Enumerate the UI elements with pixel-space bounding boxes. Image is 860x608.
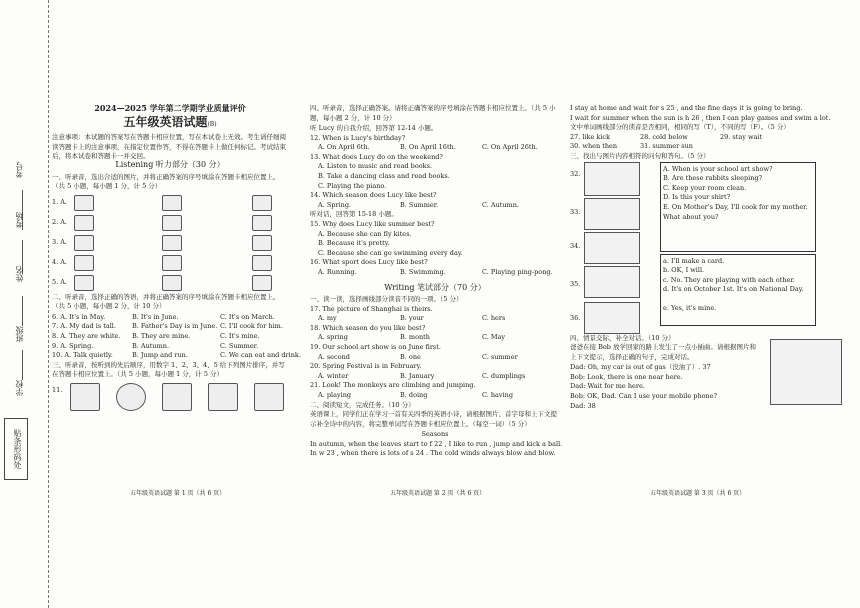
q16-opts	[310, 268, 560, 278]
phonics-row-1	[570, 133, 850, 143]
dialog-line-2: Bob: Look, there is one near here.	[570, 372, 683, 381]
q19-b: B. one	[400, 352, 421, 361]
listening-s4: 四、听录音，选择正确答案。请将正确答案的序号填涂在答题卡相应位置上。（共 5 小题，每小题 2 分，计 10 分）	[310, 104, 556, 122]
picture-icon	[254, 383, 284, 411]
dialog	[570, 363, 850, 411]
q7-row	[52, 322, 288, 332]
bind-line	[22, 350, 23, 380]
box1-e: E. On Mother's Day, I'll cook for my mother. What about you?	[663, 202, 808, 221]
q14-c: C. Autumn.	[482, 200, 519, 209]
poem-title: Seasons	[421, 430, 449, 439]
box2-c: c. No. They are playing with each other.	[663, 275, 795, 284]
dialog-line-5: Dad: 38	[570, 401, 596, 410]
q6-c: C. It's on March.	[220, 312, 275, 321]
q18-c: C. May	[482, 333, 506, 342]
q14-opts	[310, 201, 560, 211]
q7-b: B. Father's Day is in June.	[132, 322, 218, 331]
q6-a: 6. A. It's in May.	[52, 312, 106, 321]
q16: 16. What sport does Lucy like best?	[310, 258, 428, 267]
picture-icon	[74, 215, 94, 231]
match-section	[570, 162, 850, 334]
q12: 12. When is Lucy's birthday?	[310, 133, 406, 142]
bind-label-banji: 班级	[15, 326, 24, 342]
exam-title-text: 五年级英语试题	[123, 114, 208, 129]
q5-label: 5. A.	[52, 277, 68, 286]
picture-icon	[162, 215, 182, 231]
q13-c: C. Playing the piano.	[318, 181, 387, 190]
listening-heading: Listening 听力部分（30 分）	[115, 160, 225, 170]
scene-picture-icon	[584, 232, 640, 264]
q27: 27. like kick	[570, 132, 611, 141]
q7-a: 7. A. My dad is tall.	[52, 322, 116, 331]
q10-c: C. We can eat and drink.	[220, 351, 301, 360]
q15: 15. Why does Lucy like summer best?	[310, 219, 435, 228]
picture-icon	[252, 255, 272, 271]
q21-c: C. having	[482, 391, 514, 400]
phonics-row-2	[570, 142, 850, 152]
writing-s4-desc: 爸爸在接 Bob 放学回家的路上发生了一点小插曲。请根据图片和上下文提示，选择正确的句子，完成对话。	[570, 343, 756, 361]
writing-s1: 一、读一读，选择画线部分读音不同的一项。（5 分）	[310, 295, 463, 304]
question-box	[660, 162, 816, 252]
picture-icon	[162, 383, 192, 411]
q16-b: B. Swimming.	[400, 267, 446, 276]
q17-c: C. hers	[482, 314, 506, 323]
q12-opts	[310, 143, 560, 153]
q14-b: B. Summer.	[400, 200, 439, 209]
q20-c: C. dumplings	[482, 371, 526, 380]
box1-d: D. Is this your shirt?	[663, 193, 731, 202]
dialog-line-4: Bob: OK, Dad. Can I use your mobile phone?	[570, 391, 718, 400]
q15-a: A. Because she can fly kites.	[318, 229, 412, 238]
writing-s2b: 文中单词画线部分的读音是否相同，相同的写（T），不同的写（F）。（5 分）	[570, 123, 790, 132]
picture-icon	[70, 383, 100, 411]
q3-label: 3. A.	[52, 237, 68, 246]
picture-icon	[252, 215, 272, 231]
q19-a: A. second	[318, 352, 350, 361]
poem-line-1: In autumn, when the leaves start to f 22 , I like to run , jump and kick a ball.	[310, 439, 563, 448]
picture-icon	[116, 383, 146, 411]
q17: 17. The picture of Shanghai is theirs.	[310, 304, 433, 313]
q32-label: 32.	[570, 169, 581, 178]
q17-b: B. your	[400, 314, 424, 323]
scene-picture-icon	[584, 198, 640, 230]
q20-a: A. winter	[318, 371, 349, 380]
term-title: 2024—2025 学年第二学期学业质量评价	[94, 103, 246, 113]
q16-a: A. Running.	[318, 267, 357, 276]
box1-b: B. Are these rabbits sleeping?	[663, 174, 763, 183]
footer-page-1: 五年级英语试题 第 1 页（共 6 页）	[130, 490, 226, 497]
q18-opts	[310, 333, 560, 343]
q10-a: 10. A. Talk quietly.	[52, 351, 113, 360]
q1-label: 1. A.	[52, 197, 68, 206]
writing-s4: 四、情景交际，补全对话。（10 分）	[570, 333, 675, 342]
q13-a: A. Listen to music and read books.	[318, 162, 433, 171]
q15-c: C. Because she can go swimming every day.	[318, 248, 463, 257]
picture-icon	[252, 195, 272, 211]
q8-a: 8. A. They are white.	[52, 331, 121, 340]
listening-s1: 一、听录音，选出合适的图片，并将正确答案的序号填涂在答题卡相应位置上。（共 5 小题，每小题 1 分，计 5 分）	[52, 172, 280, 191]
q28: 28. cold below	[640, 132, 688, 141]
bind-label-kaohao: 考号	[15, 162, 24, 178]
q12-b: B. On April 16th.	[400, 143, 456, 152]
q4-label: 4. A.	[52, 257, 68, 266]
box1-c: C. Keep your room clean.	[663, 183, 747, 192]
picture-icon	[74, 275, 94, 291]
scene-picture-icon	[584, 302, 640, 334]
picture-icon	[162, 235, 182, 251]
q31: 31. summer sun	[640, 142, 693, 151]
q11-label: 11.	[52, 385, 63, 394]
listening-s2: 二、听录音，选择正确的答语，并将正确答案的序号填涂在答题卡相应位置上。（共 5 小题，每小题 2 分，计 10 分）	[52, 292, 280, 311]
q14: 14. Which season does Lucy like best?	[310, 191, 437, 200]
listening-s3: 三、听录音，按听到的先后顺序，用数字 1、2、3、4、5 给下列图片排序，并写在答题卡相应位置上。（共 5 小题，每小题 1 分，计 5 分）	[52, 360, 285, 379]
picture-icon	[162, 255, 182, 271]
bind-label-xuexiao: 学校	[15, 380, 24, 396]
pic-row-2	[52, 213, 288, 233]
q12-c: C. On April 26th.	[482, 143, 538, 152]
q8-row	[52, 332, 288, 342]
q13: 13. What does Lucy do on the weekend?	[310, 152, 443, 161]
listening-s4-sub1: 听 Lucy 的自我介绍，回答第 12-14 小题。	[310, 124, 438, 132]
q17-a: A. my	[318, 314, 337, 323]
q9-c: C. Summer.	[220, 341, 259, 350]
barcode-stamp: 贴条形码处	[4, 418, 28, 480]
pic-row-5	[52, 273, 288, 293]
q2-label: 2. A.	[52, 217, 68, 226]
q10-row	[52, 351, 301, 361]
q14-a: A. Spring.	[318, 200, 352, 209]
q18: 18. Which season do you like best?	[310, 323, 426, 332]
page-1	[52, 103, 301, 415]
q9-b: B. Autumn.	[132, 341, 170, 350]
picture-icon	[74, 195, 94, 211]
q20: 20. Spring Festival is in February.	[310, 362, 422, 371]
q20-b: B. January	[400, 371, 435, 380]
q10-b: B. Jump and run.	[132, 351, 188, 360]
q21-a: A. playing	[318, 391, 352, 400]
writing-s2-desc: 英语课上，同学们正在学习一首有关四季的英语小诗，请根据图片、首字母和上下文提示补全诗中的内容，将完整单词写在答题卡相应位置上。（每空一词）（5 分）	[310, 410, 557, 428]
writing-heading: Writing 笔试部分（70 分）	[384, 282, 486, 292]
poem-line-4: I wait for summer when the sun is h 26 , then I can play games and swim a lot.	[570, 113, 831, 122]
q29: 29. stay wait	[720, 132, 763, 141]
scene-picture-icon	[584, 162, 640, 196]
notice: 注意事项：本试题的答案写在答题卡相应位置，写在本试卷上无效。考生请仔细阅读答题卡上的注意事项，在指定位置作答，不得在答题卡上做任何标记。考试结束后，将本试卷和答题卡一并交回。	[52, 133, 286, 161]
q19: 19. Our school art show is on June first.	[310, 343, 441, 352]
q21: 21. Look! The monkeys are climbing and jumping.	[310, 381, 476, 390]
page-3	[570, 104, 850, 411]
picture-icon	[162, 195, 182, 211]
q34-label: 34.	[570, 241, 581, 250]
picture-icon	[252, 235, 272, 251]
picture-icon	[74, 235, 94, 251]
dialog-line-3: Dad: Wait for me here.	[570, 382, 645, 391]
answer-box	[660, 254, 816, 326]
bind-label-kaochang: 考场	[15, 212, 24, 228]
q21-b: B. doing	[400, 391, 428, 400]
listening-s4-sub2: 听对话，回答第 15-18 小题。	[310, 210, 398, 219]
exam-title	[52, 114, 288, 130]
dialog-line-1: Dad: Oh, my car is out of gas（没油了）. 37	[570, 363, 711, 372]
q12-a: A. On April 6th.	[318, 143, 370, 152]
pic-row-1	[52, 193, 288, 213]
q18-a: A. spring	[318, 333, 348, 342]
q18-b: B. month	[400, 333, 430, 342]
picture-icon	[162, 275, 182, 291]
q6-b: B. It's in June.	[132, 312, 179, 321]
q8-c: C. It's mine.	[220, 331, 260, 340]
footer-page-2: 五年级英语试题 第 2 页（共 6 页）	[390, 490, 486, 497]
box2-b: b. OK, I will.	[663, 266, 705, 275]
box1-a: A. When is your school art show?	[663, 164, 773, 173]
writing-s3: 三、找出与图片内容相符的问句和答句。（5 分）	[570, 151, 710, 160]
pic-row-4	[52, 253, 288, 273]
q21-opts	[310, 391, 560, 401]
box2-a: a. I'll make a card.	[663, 256, 725, 265]
q7-c: C. I'll cook for him.	[220, 322, 283, 331]
q13-b: B. Take a dancing class and read books.	[318, 171, 450, 180]
q30: 30. when then	[570, 142, 618, 151]
bind-line	[22, 296, 23, 326]
q16-c: C. Playing ping-pong.	[482, 267, 553, 276]
gas-station-picture-icon	[770, 339, 842, 405]
q17-opts	[310, 314, 560, 324]
page-2	[310, 104, 563, 459]
q19-opts	[310, 353, 560, 363]
q36-label: 36.	[570, 313, 581, 322]
box2-e: e. Yes, it's mine.	[663, 304, 717, 313]
q9-a: 9. A. Spring.	[52, 341, 94, 350]
footer-page-3: 五年级英语试题 第 3 页（共 6 页）	[650, 490, 746, 497]
q6-row	[52, 313, 288, 323]
pic-row-3	[52, 233, 288, 253]
writing-s2: 二、阅读短文，完成任务。（10 分）	[310, 400, 415, 409]
picture-icon	[208, 383, 238, 411]
q20-opts	[310, 372, 560, 382]
exam-title-suffix: (B)	[207, 120, 217, 128]
poem-line-2: In w 23 , when there is lots of s 24 . The cold winds always blow and blow.	[310, 449, 556, 458]
q19-c: C. summer	[482, 352, 518, 361]
q35-label: 35.	[570, 279, 581, 288]
q15-b: B. Because it's pretty.	[318, 239, 390, 248]
pic-row-11	[52, 381, 288, 415]
picture-icon	[74, 255, 94, 271]
bind-label-xingming: 姓名	[15, 266, 24, 282]
binding-margin	[0, 0, 49, 608]
q8-b: B. They are mine.	[132, 331, 191, 340]
poem-line-3: I stay at home and wait for s 25 , and the fine days it is going to bring.	[570, 104, 803, 112]
box2-d: d. It's on October 1st. It's on National Day.	[663, 285, 804, 294]
picture-icon	[252, 275, 272, 291]
q33-label: 33.	[570, 207, 581, 216]
scene-picture-icon	[584, 266, 640, 298]
q9-row	[52, 342, 288, 352]
